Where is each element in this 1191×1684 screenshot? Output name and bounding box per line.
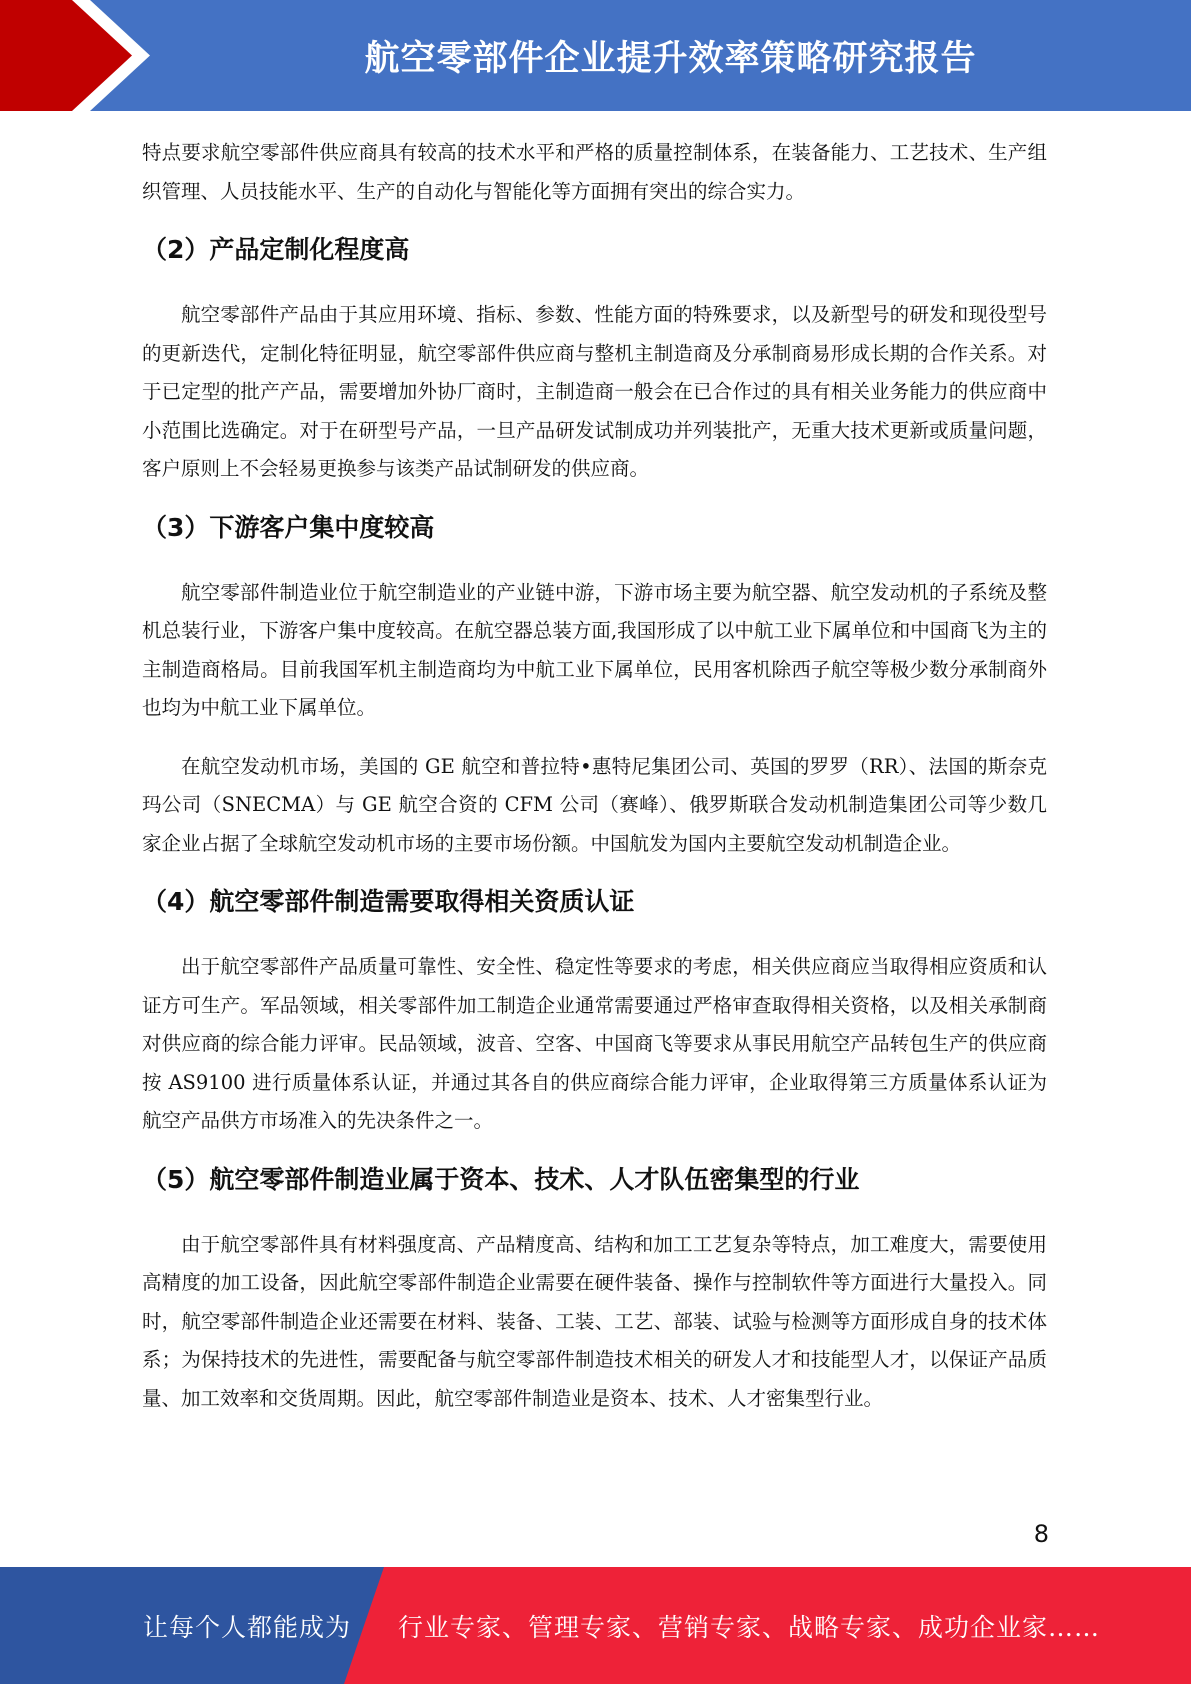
section-3-paragraph-1: 航空零部件制造业位于航空制造业的产业链中游，下游市场主要为航空器、航空发动机的子系统及整机总装行业，下游客户集中度较高。在航空器总装方面,我国形成了以中航工业下属单位和中国商飞为主的主制造商格局。目前我国军机主制造商均为中航工业下属单位，民用客机除西子航空等极少数分承制商外也均为中航工业下属单位。 — [142, 580, 1047, 719]
footer-slogan-right: 行业专家、管理专家、营销专家、战略专家、成功企业家…… — [398, 1612, 1101, 1642]
report-title: 航空零部件企业提升效率策略研究报告 — [364, 38, 977, 79]
section-4-paragraph: 出于航空零部件产品质量可靠性、安全性、稳定性等要求的考虑，相关供应商应当取得相应资质和认证方可生产。军品领域，相关零部件加工制造企业通常需要通过严格审查取得相关资格，以及相关承制商对供应商的综合能力评审。民品领域，波音、空客、中国商飞等要求从事民用航空产品转包生产的供应商按 AS9100 进行质量体系认证，并通过其各自的供应商综合能力评审，企业取得第三方质量体系认证为航空产品供方市场准入的先决条件之一。 — [142, 955, 1047, 1132]
footer-banner — [0, 1567, 1191, 1684]
header-banner — [0, 0, 1191, 111]
footer-slogan-left: 让每个人都能成为 — [143, 1612, 352, 1642]
header-arrow-icon — [0, 0, 170, 111]
section-2-heading: （2）产品定制化程度高 — [142, 235, 410, 264]
section-3-paragraph-2: 在航空发动机市场，美国的 GE 航空和普拉特•惠特尼集团公司、英国的罗罗（RR）、法国的斯奈克玛公司（SNECMA）与 GE 航空合资的 CFM 公司（赛峰）、俄罗斯联合发动机制造集团公司等少数几家企业占据了全球航空发动机市场的主要市场份额。中国航发为国内主要航空发动机制造企业。 — [142, 754, 1047, 855]
section-5-paragraph: 由于航空零部件具有材料强度高、产品精度高、结构和加工工艺复杂等特点，加工难度大，需要使用高精度的加工设备，因此航空零部件制造企业需要在硬件装备、操作与控制软件等方面进行大量投入。同时，航空零部件制造企业还需要在材料、装备、工装、工艺、部装、试验与检测等方面形成自身的技术体系；为保持技术的先进性，需要配备与航空零部件制造技术相关的研发人才和技能型人才，以保证产品质量、加工效率和交货周期。因此，航空零部件制造业是资本、技术、人才密集型行业。 — [142, 1232, 1047, 1410]
intro-paragraph: 特点要求航空零部件供应商具有较高的技术水平和严格的质量控制体系，在装备能力、工艺技术、生产组织管理、人员技能水平、生产的自动化与智能化等方面拥有突出的综合实力。 — [142, 141, 1047, 203]
section-2-paragraph: 航空零部件产品由于其应用环境、指标、参数、性能方面的特殊要求，以及新型号的研发和现役型号的更新迭代，定制化特征明显，航空零部件供应商与整机主制造商及分承制商易形成长期的合作关系。对于已定型的批产产品，需要增加外协厂商时，主制造商一般会在已合作过的具有相关业务能力的供应商中小范围比选确定。对于在研型号产品，一旦产品研发试制成功并列装批产，无重大技术更新或质量问题，客户原则上不会轻易更换参与该类产品试制研发的供应商。 — [142, 303, 1047, 480]
page-number: 8 — [1033, 1520, 1049, 1548]
page-content — [142, 134, 1047, 1418]
section-4-heading: （4）航空零部件制造需要取得相关资质认证 — [142, 887, 635, 916]
section-5-heading: （5）航空零部件制造业属于资本、技术、人才队伍密集型的行业 — [142, 1164, 860, 1194]
section-3-heading: （3）下游客户集中度较高 — [142, 512, 435, 542]
